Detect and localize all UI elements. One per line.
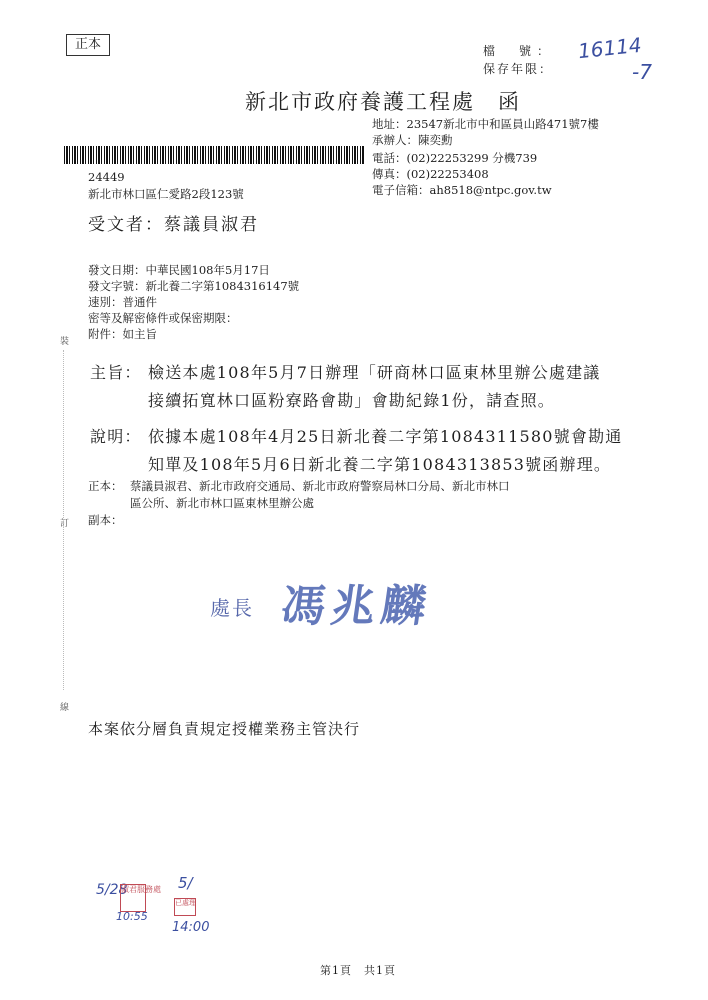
barcode — [64, 146, 364, 164]
binding-mark: 裝 — [60, 337, 70, 347]
recipient-zip: 24449 — [88, 170, 125, 184]
original-recipients-heading: 正本： — [88, 479, 123, 493]
sender-fax: 傳真：(02)22253408 — [372, 167, 489, 181]
binding-mark: 線 — [60, 703, 70, 713]
processed-stamp: 已處理 — [174, 898, 196, 916]
handwritten-date: 5/ — [178, 874, 193, 892]
original-recipients-text: 蔡議員淑君、新北市政府交通局、新北市政府警察局林口分局、新北市林口 — [130, 479, 510, 493]
copy-recipients-heading: 副本： — [88, 513, 123, 527]
original-recipients-text: 區公所、新北市林口區東林里辦公處 — [130, 496, 314, 510]
handwritten-note: 16114 — [576, 32, 643, 64]
delegation-statement: 本案依分層負責規定授權業務主管決行 — [88, 720, 361, 738]
file-number-label: 檔 號： — [483, 44, 556, 58]
recipient-address: 新北市林口區仁愛路2段123號 — [88, 187, 244, 201]
delivery-speed: 速別：普通件 — [88, 295, 157, 309]
explanation-text: 依據本處108年4月25日新北養二字第1084311580號會勘通 — [148, 427, 623, 446]
subject-text: 接續拓寬林口區粉寮路會勘」會勘紀錄1份，請查照。 — [148, 391, 555, 410]
director-title-stamp: 處長 — [210, 596, 254, 620]
page-number: 第1頁 共1頁 — [320, 964, 396, 977]
recipient-name: 受文者：蔡議員淑君 — [88, 215, 259, 235]
document-title: 新北市政府養護工程處 函 — [245, 90, 521, 114]
binding-line — [63, 350, 64, 690]
director-signature-stamp: 馮兆麟 — [277, 581, 435, 632]
attachment: 附件：如主旨 — [88, 327, 157, 341]
explanation-text: 知單及108年5月6日新北養二字第1084313853號函辦理。 — [148, 455, 612, 474]
sender-address: 地址：23547新北市中和區員山路471號7樓 — [372, 117, 599, 131]
explanation-heading: 說明： — [90, 427, 142, 446]
handwritten-time: 14:00 — [172, 920, 210, 935]
sender-email: 電子信箱：ah8518@ntpc.gov.tw — [372, 183, 552, 197]
subject-heading: 主旨： — [90, 363, 142, 382]
classification: 密等及解密條件或保密期限： — [88, 311, 238, 325]
reference-number: 發文字號：新北養二字第1084316147號 — [88, 279, 300, 293]
issue-date: 發文日期：中華民國108年5月17日 — [88, 263, 270, 277]
handwritten-time: 10:55 — [116, 910, 148, 923]
handwritten-date: 5/28 — [96, 882, 128, 898]
sender-handler: 承辦人：陳奕勳 — [372, 133, 453, 147]
retention-period-label: 保存年限： — [483, 62, 554, 76]
subject-text: 檢送本處108年5月7日辦理「研商林口區東林里辦公處建議 — [148, 363, 601, 382]
copy-mark: 正本 — [66, 34, 110, 56]
sender-phone: 電話：(02)22253299 分機739 — [372, 151, 538, 165]
binding-mark: 訂 — [60, 519, 70, 529]
handwritten-note-suffix: -7 — [632, 60, 652, 84]
office-stamp: 淑君服務處 — [120, 884, 146, 912]
